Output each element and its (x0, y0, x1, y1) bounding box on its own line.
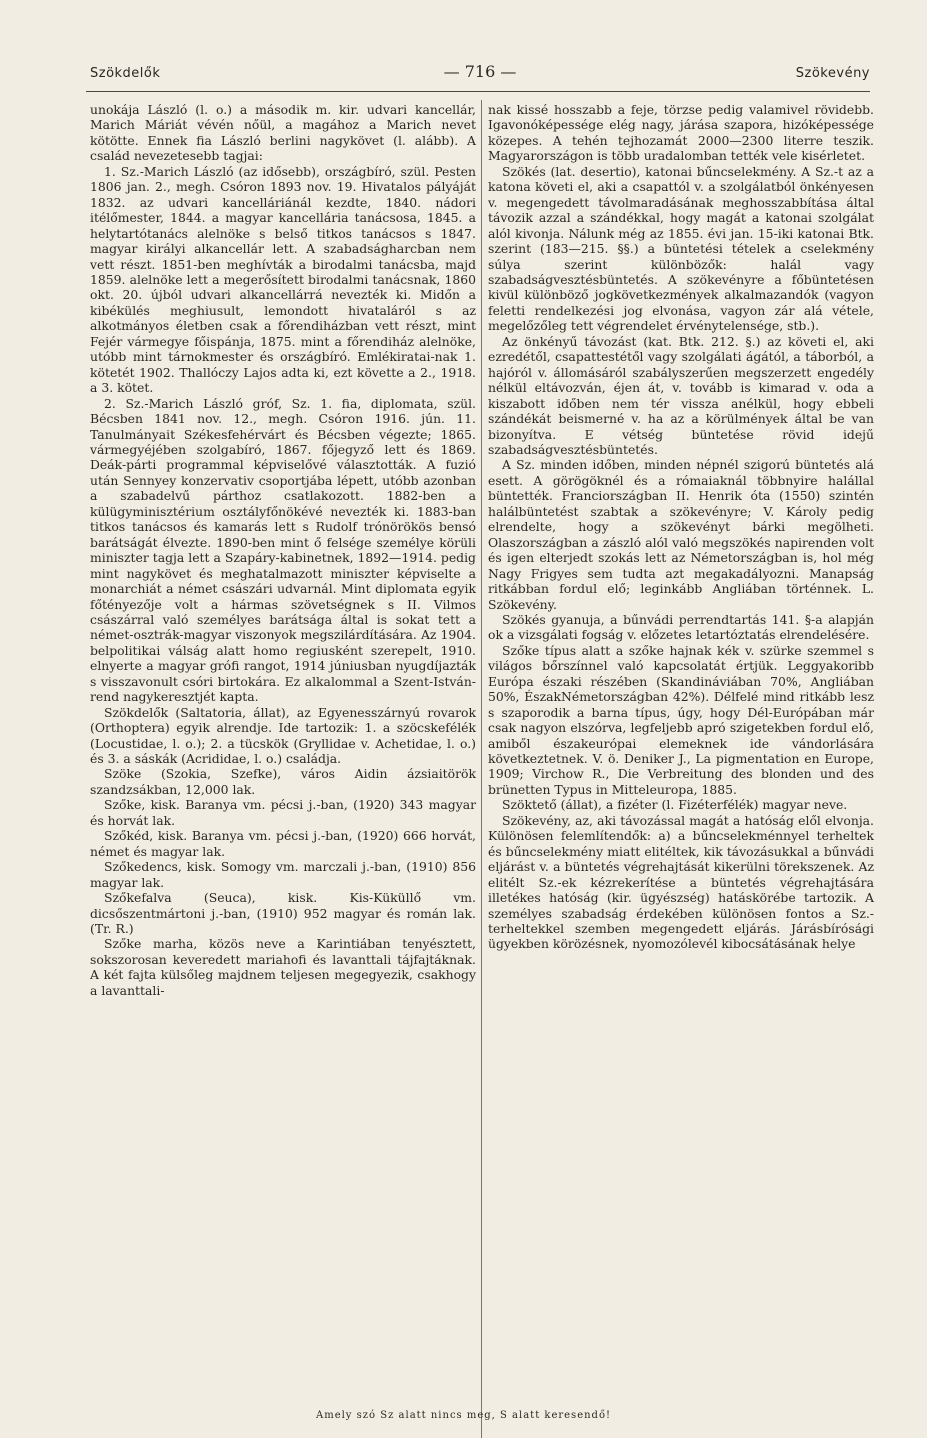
paragraph: Az önkényű távozást (kat. Btk. 212. §.) az követi el, aki ezredétől, csapattestétől vagy szolgálati ágától, a táborból, a hajóról v. állomásáról szabályszerűen megszerzett engedély nélkül eltávozván, éjen át, v. tovább is kimarad v. oda a kiszabott időben nem tér vissza anélkül, hogy ebbeli szándékát beismerné v. ha az a körülmények által be van bizonyítva. E vétség büntetése rövid idejű szabadságvesztésbüntetés. (488, 333, 874, 457)
paragraph: unokája László (l. o.) a második m. kir. udvari kancellár, Marich Máriát vévén nőül, a magához a Marich nevet kötötte. Ennek fia László berlini nagykövet (l. alább). A család nevezetesebb tagjai: (90, 102, 476, 164)
paragraph: A Sz. minden időben, minden népnél szigorú büntetés alá esett. A görögöknél és a rómaiaknál többnyire halállal büntették. Franciországban II. Henrik óta (1550) szintén halálbüntetést szabtak a szökevényre; V. Károly pedig elrendelte, hogy a szökevényt bárki megölheti. Olaszországban a zászló alól való megszökés napirenden volt és igen elterjedt szokás lett az Németországban is, hol még Nagy Frigyes sem tudta azt megakadályozni. Manapság ritkábban fordul elő; leginkább Angliában történnek. L. Szökevény. (488, 457, 874, 612)
paragraph: Szöke (Szokia, Szefke), város Aidin ázsiaitörök szandzsákban, 12,000 lak. (90, 766, 476, 797)
paragraph: Szőkefalva (Seuca), kisk. Kis-Küküllő vm. dicsőszentmártoni j.-ban, (1910) 952 magyar és román lak. (Tr. R.) (90, 890, 476, 937)
paragraph: Szőkéd, kisk. Baranya vm. pécsi j.-ban, (1920) 666 horvát, német és magyar lak. (90, 828, 476, 859)
header-left-keyword: Szökdelők (90, 66, 161, 81)
header-right-keyword: Szökevény (795, 66, 870, 81)
footnote: Amely szó Sz alatt nincs meg, S alatt keresendő! (315, 1410, 611, 1421)
paragraph: Szőke típus alatt a szőke hajnak kék v. szürke szemmel s világos bőrszínnel való kapcsolatát értjük. Leggyakoribb Európa északi részében (Skandináviában 70%, Angliában 50%, ÉszakNémetországban 42%). Délfelé mind ritkább lesz s szaporodik a barna típus, úgy, hogy Dél-Európában már csak nagyon elszórva, legfeljebb apró szigetekben fordul elő, amiből északeurópai elemeknek ide vándorlására következtetnek. V. ö. Deniker J., La pigmentation en Europe, 1909; Virchow R., Die Verbreitung des blonden und des brünetten Typus in Mitteleuropa, 1885. (488, 642, 874, 797)
paragraph: Szőke marha, közös neve a Karintiában tenyésztett, sokszorosan keveredett mariahofi és lavanttali tájfajtáknak. A két fajta külsőleg majdnem teljesen megegyezik, csakhogy a lavanttali- (90, 936, 476, 998)
paragraph: Szökevény, az, aki távozással magát a hatóság elől elvonja. Különösen felemlítendők: a) a bűncselekménnyel terheltek és bűncselekmény miatt elitéltek, kik távozásukkal a bűnvádi eljárást v. a büntetés végrehajtását kikerülni törekszenek. Az elitélt Sz.-ek kézrekerítése a büntetés végrehajtására illetékes hatóság (kir. ügyészség) hatáskörébe tartozik. A személyes szabadság érdekében különösen fontos a Sz.-terheltekkel szemben megengedett eljárás. Járásbírósági ügyekben körözésnek, nyomozólevél kibocsátásának helye (488, 812, 874, 952)
paragraph: Szőke, kisk. Baranya vm. pécsi j.-ban, (1920) 343 magyar és horvát lak. (90, 797, 476, 828)
paragraph: 1. Sz.-Marich László (az idősebb), országbíró, szül. Pesten 1806 jan. 2., megh. Csóron 1893 nov. 19. Hivatalos pályáját 1832. az udvari kancelláriánál kezdte, 1840. nádori itélőmester, 1844. a magyar kancellária tanácsosa, 1845. a helytartótanács alelnöke s belső titkos tanácsos s 1847. magyar királyi alkancellár lett. A szabadságharcban nem vett részt. 1851-ben meghívták a birodalmi tanácsba, majd 1859. alelnöke lett a megerősített birodalmi tanácsnak, 1860 okt. 20. újból udvari alkancellárrá nevezték ki. Midőn a kibékülés meghiusult, lemondott hivataláról s az alkotmányos életben csak a főrendiházban vett részt, mint Fejér vármegye főispánja, 1875. mint a főrendiház alelnöke, utóbb mint tárnokmester és országbíró. Emlékiratai-nak 1. kötetét 1902. Thallóczy Lajos adta ki, ezt követte a 2., 1918. a 3. kötet. (90, 163, 476, 396)
paragraph: Szöktető (állat), a fizéter (l. Fizéterfélék) magyar neve. (502, 797, 848, 813)
running-header (90, 62, 870, 88)
paragraph: Szőkedencs, kisk. Somogy vm. marczali j.-ban, (1910) 856 magyar lak. (90, 859, 476, 890)
left-column (90, 102, 476, 998)
column-divider (481, 100, 482, 1438)
right-column (488, 102, 874, 952)
page-number: — 716 — (443, 62, 517, 81)
paragraph: Szökés gyanuja, a bűnvádi perrendtartás 141. §-a alapján ok a vizsgálati fogság v. előzetes letartóztatás elrendelésére. (488, 611, 874, 643)
paragraph: nak kissé hosszabb a feje, törzse pedig valamivel rövidebb. Igavonóképessége elég nagy, járása szapora, hizóképessége közepes. A tehén tejhozamát 2000—2300 literre teszik. Magyarországon is több uradalomban tették vele kisérletet. (488, 102, 874, 164)
header-rule (86, 91, 870, 92)
paragraph: 2. Sz.-Marich László gróf, Sz. 1. fia, diplomata, szül. Bécsben 1841 nov. 12., megh. Csóron 1916. jún. 11. Tanulmányait Székesfehérvárt és Bécsben végezte; 1865. vármegyéjében szolgabíró, 1867. főjegyző lett és 1869. Deák-párti programmal képviselővé választották. A fuzió után Sennyey konzervativ csoportjába lépett, utóbb azonban a szabadelvű párthoz csatlakozott. 1882-ben a külügyminisztérium osztályfőnökévé nevezték ki. 1883-ban titkos tanácsos és kamarás lett s Rudolf trónörökös bensó barátságát élvezte. 1890-ben mint ő felsége személye körüli miniszter tagja lett a Szapáry-kabinetnek, 1892—1914. pedig mint nagykövet és meghatalmazott miniszter képviselte a monarchiát a német császári udvarnál. Mint diplomata egyik főtényezője volt a hármas szövetségnek s II. Vilmos császárral való személyes barátsága által is sokat tett a német-osztrák-magyar viszonyok megszilárdítására. Az 1904. belpolitikai válság alatt homo regiusként szerepelt, 1910. elnyerte a magyar grófi rangot, 1914 júniusban nyugdíjazták s visszavonult csóri birtokára. Ez alkalommal a Szent-István-rend nagykeresztjét kapta. (90, 395, 476, 705)
paragraph: Szökés (lat. desertio), katonai bűncselekmény. A Sz.-t az a katona követi el, aki a csapattól v. a szolgálatból önkényesen v. megengedett távolmaradásának meghosszabbítása által távozik azzal a szándékkal, hogy magát a katonai szolgálat alól kivonja. Nálunk még az 1855. évi jan. 15-iki katonai Btk. szerint (183—215. §§.) a büntetési tételek a cselekmény súlya szerint különbözők: halál vagy szabadságvesztésbüntetés. A szökevényre a főbüntetésen kivül különböző jogkövetkezmények alkalmazandók (vagyon feletti rendelkezési jog elvonása, vagyon zár alá vétele, megelőzőleg tett végrendelet érvénytelensége, stb.). (488, 163, 874, 334)
paragraph: Szökdelők (Saltatoria, állat), az Egyenesszárnyú rovarok (Orthoptera) egyik alrendje. Ide tartozik: 1. a szöcskefélék (Locustidae, l. o.); 2. a tücskök (Gryllidae v. Achetidae, l. o.) és 3. a sáskák (Acrididae, l. o.) családja. (90, 704, 476, 767)
